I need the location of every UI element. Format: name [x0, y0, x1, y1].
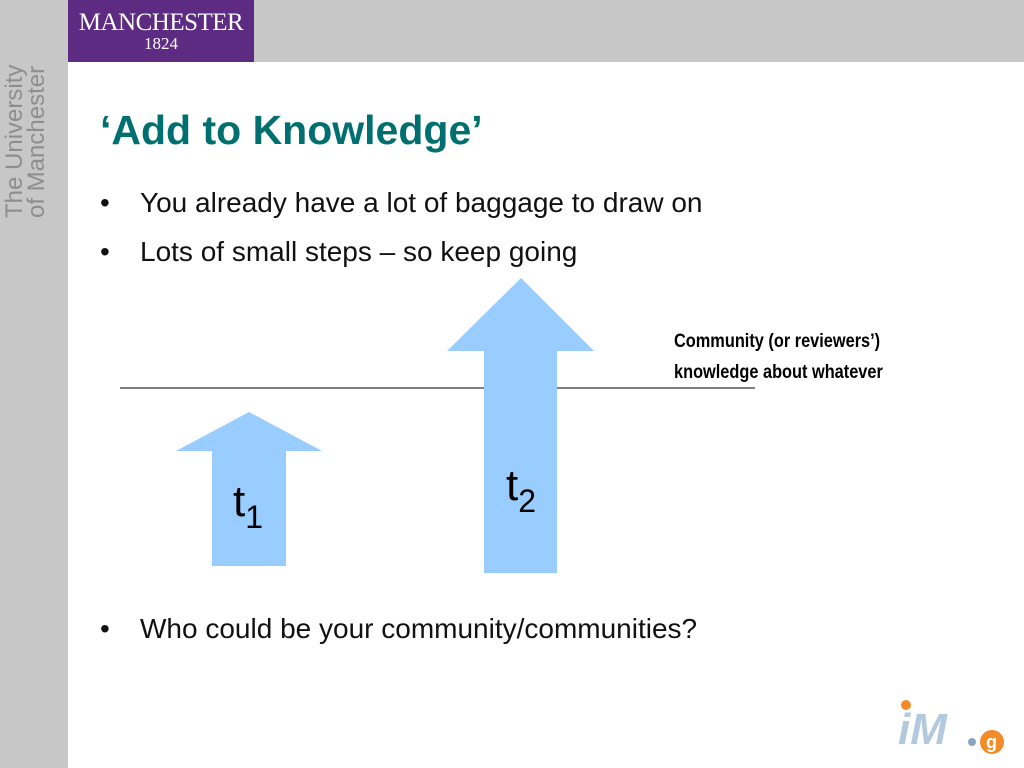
- logo-period-icon: [968, 738, 976, 746]
- bullet-dot: •: [100, 187, 110, 218]
- community-label-line2: knowledge about whatever: [674, 362, 883, 383]
- vertical-text-line1: The University: [1, 64, 28, 218]
- logo-name: MANCHESTER: [78, 9, 244, 36]
- slide-title: ‘Add to Knowledge’: [100, 107, 483, 153]
- t1-base: t: [233, 477, 246, 526]
- bullet-item: [100, 604, 697, 653]
- t2-subscript: 2: [518, 483, 537, 519]
- bullet-list-bottom: [100, 604, 697, 653]
- community-label: [674, 326, 932, 388]
- community-label-line1: Community (or reviewers’): [674, 331, 881, 352]
- bullet-text: Lots of small steps – so keep going: [140, 236, 578, 267]
- t1-label: [233, 478, 263, 541]
- logo-g-text: g: [986, 732, 997, 752]
- bullet-dot: •: [100, 613, 110, 644]
- t2-base: t: [506, 461, 519, 510]
- logo-year: 1824: [144, 34, 178, 53]
- arrow-t2: [447, 278, 594, 573]
- t1-subscript: 1: [245, 499, 264, 535]
- bullet-dot: •: [100, 236, 110, 267]
- t2-label: [506, 462, 536, 525]
- bullet-text: Who could be your community/communities?: [140, 613, 698, 644]
- bullet-text: You already have a lot of baggage to draw on: [140, 187, 703, 218]
- vertical-text-line2: of Manchester: [23, 65, 50, 218]
- logo-im-text: iM: [898, 705, 947, 754]
- img-logo: [896, 696, 1012, 756]
